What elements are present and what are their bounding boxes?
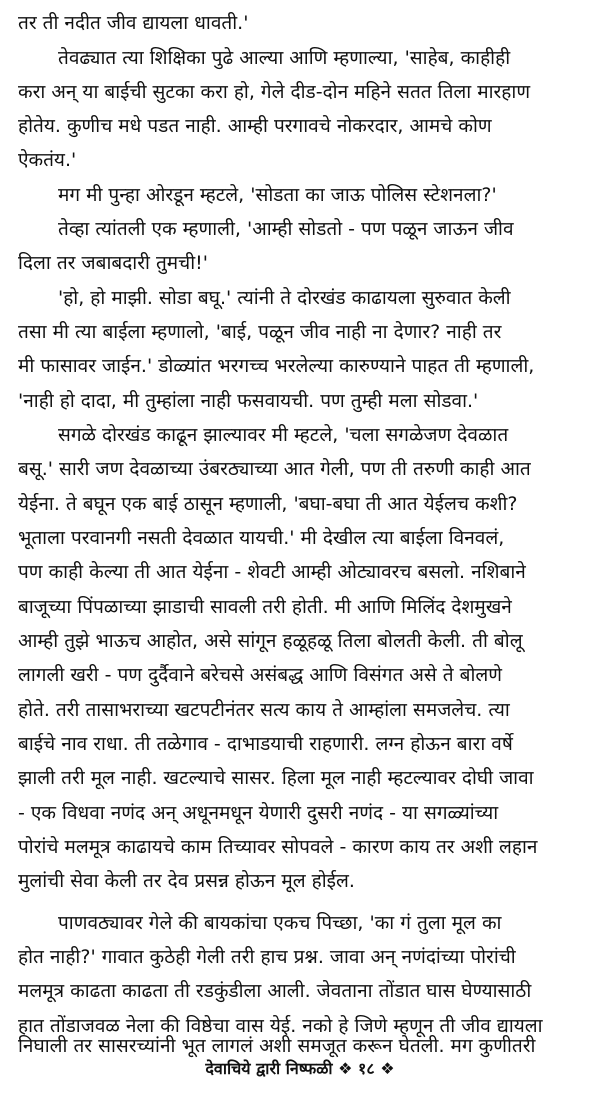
text-line: होते. तरी तासाभराच्या खटपटीनंतर सत्य काय ते आम्हांला समजलेच. त्या bbox=[18, 699, 510, 721]
text-line: भूताला परवानगी नसती देवळात यायची.' मी देखील त्या बाईला विनवलं, bbox=[18, 527, 505, 549]
text-line: - एक विधवा नणंद अन् अधूनमधून येणारी दुसरी नणंद - या सगळ्यांच्या bbox=[18, 802, 499, 824]
text-line: तसा मी त्या बाईला म्हणालो, 'बाई, पळून जीव नाही ना देणार? नाही तर bbox=[18, 321, 502, 343]
text-line: बाईचे नाव राधा. ती तळेगाव - दाभाडयाची राहणारी. लग्न होऊन बारा वर्षे bbox=[18, 733, 513, 755]
text-line: हात तोंडाजवळ नेला की विष्ठेचा वास येई. नको हे जिणे म्हणून ती जीव द्यायला bbox=[18, 1015, 543, 1037]
page-footer: देवाचिये द्वारी निष्फळी ❖ १८ ❖ bbox=[205, 1059, 395, 1078]
text-line: झाली तरी मूल नाही. खटल्याचे सासर. हिला मूल नाही म्हटल्यावर दोघी जावा bbox=[18, 767, 534, 789]
text-line: मी फासावर जाईन.' डोळ्यांत भरगच्च भरलेल्या कारुण्याने पाहत ती म्हणाली, bbox=[18, 355, 535, 377]
text-line: होतेय. कुणीच मधे पडत नाही. आम्ही परगावचे नोकरदार, आमचे कोण bbox=[18, 115, 492, 137]
text-line: पण काही केल्या ती आत येईना - शेवटी आम्ही ओट्यावरच बसलो. नशिबाने bbox=[18, 561, 526, 583]
text-line: बसू.' सारी जण देवळाच्या उंबरठ्याच्या आत गेली, पण ती तरुणी काही आत bbox=[18, 458, 531, 480]
text-line: बाजूच्या पिंपळाच्या झाडाची सावली तरी होती. मी आणि मिलिंद देशमुखने bbox=[18, 596, 512, 618]
text-line: होत नाही?' गावात कुठेही गेली तरी हाच प्रश्न. जावा अन् नणंदांच्या पोरांची bbox=[18, 946, 516, 968]
text-line: करा अन् या बाईची सुटका करा हो, गेले दीड-दोन महिने सतत तिला मारहाण bbox=[18, 81, 531, 103]
text-line: मलमूत्र काढता काढता ती रडकुंडीला आली. जेवताना तोंडात घास घेण्यासाठी bbox=[18, 980, 532, 1002]
text-line: येईना. ते बघून एक बाई ठासून म्हणाली, 'बघा-बघा ती आत येईलच कशी? bbox=[18, 493, 518, 515]
text-line: तेवढ्यात त्या शिक्षिका पुढे आल्या आणि म्हणाल्या, 'साहेब, काहीही bbox=[58, 47, 511, 69]
text-line: मुलांची सेवा केली तर देव प्रसन्न होऊन मूल होईल. bbox=[18, 870, 355, 892]
text-line: तेव्हा त्यांतली एक म्हणाली, 'आम्ही सोडतो - पण पळून जाऊन जीव bbox=[58, 218, 514, 240]
text-line: लागली खरी - पण दुर्दैवाने बरेचसे असंबद्ध आणि विसंगत असे ते बोलणे bbox=[18, 664, 502, 686]
text-line: ऐकतंय.' bbox=[18, 149, 77, 171]
text-line: पाणवठ्यावर गेले की बायकांचा एकच पिच्छा, 'का गं तुला मूल का bbox=[58, 912, 502, 934]
text-line: आम्ही तुझे भाऊच आहोत, असे सांगून हळूहळू तिला बोलती केली. ती बोलू bbox=[18, 630, 523, 652]
text-line: मग मी पुन्हा ओरडून म्हटले, 'सोडता का जाऊ पोलिस स्टेशनला?' bbox=[58, 184, 497, 206]
text-line: 'नाही हो दादा, मी तुम्हांला नाही फसवायची. पण तुम्ही मला सोडवा.' bbox=[18, 390, 479, 412]
text-line: सगळे दोरखंड काढून झाल्यावर मी म्हटले, 'चला सगळेजण देवळात bbox=[58, 424, 509, 446]
text-line: पोरांचे मलमूत्र काढायचे काम तिच्यावर सोपवले - कारण काय तर अशी लहान bbox=[18, 836, 538, 858]
text-line: तर ती नदीत जीव द्यायला धावती.' bbox=[18, 12, 249, 34]
text-line: 'हो, हो माझी. सोडा बघू.' त्यांनी ते दोरखंड काढायला सुरुवात केली bbox=[58, 287, 511, 309]
text-line: निघाली तर सासरच्यांनी भूत लागलं अशी समजूत करून घेतली. मग कुणीतरी bbox=[18, 1035, 536, 1057]
text-line: दिला तर जबाबदारी तुमची!' bbox=[18, 252, 208, 274]
